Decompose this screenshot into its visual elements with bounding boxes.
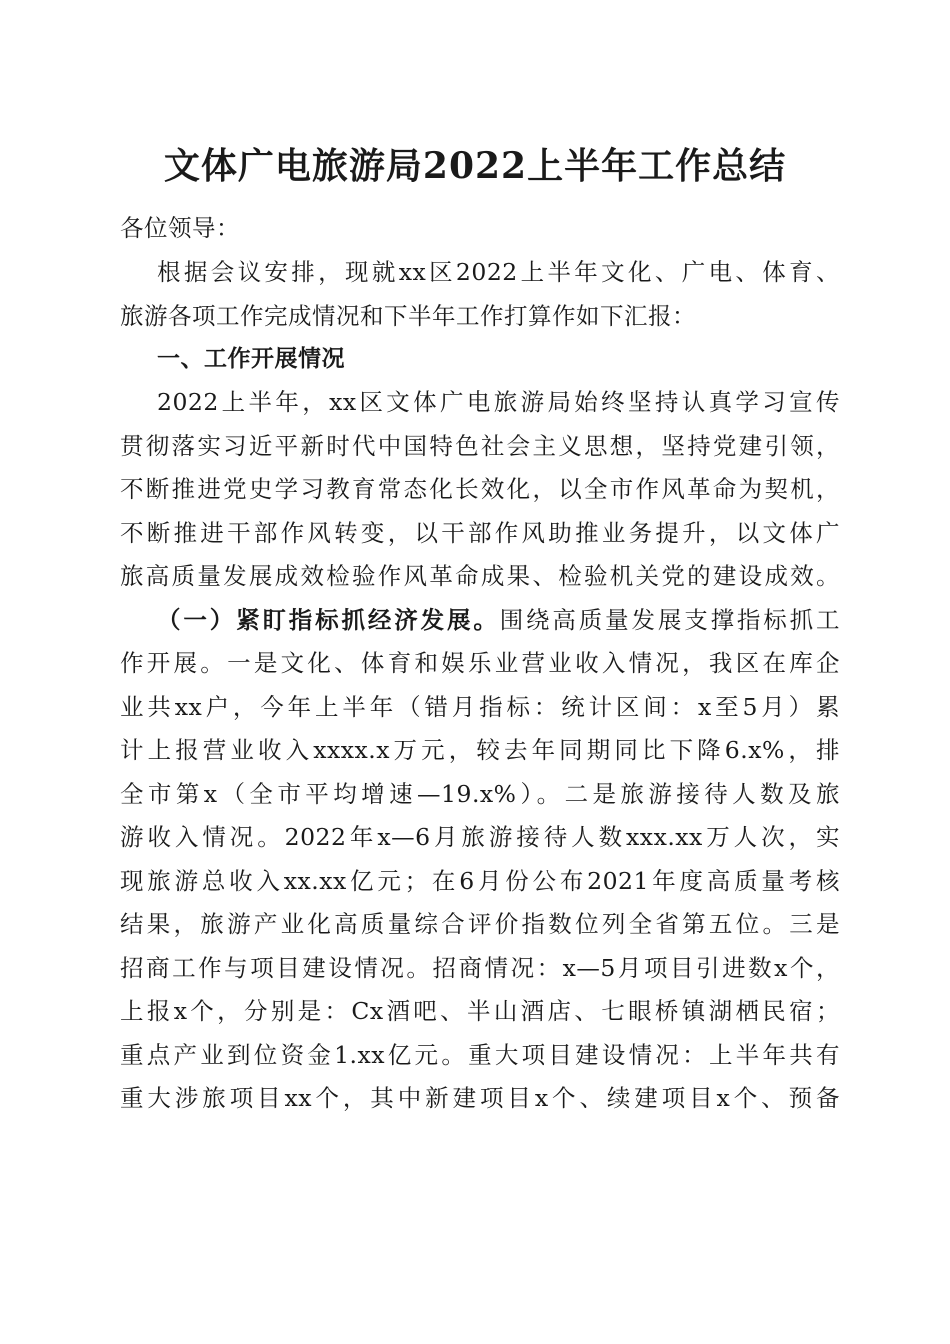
- para1-line-4: 不断推进干部作风转变，以干部作风助推业务提升，以文体广: [120, 519, 840, 547]
- para2-line-2: 作开展。一是文化、体育和娱乐业营业收入情况，我区在库企: [120, 649, 840, 677]
- para2-line-11: 重点产业到位资金1.xx亿元。重大项目建设情况：上半年共有: [120, 1041, 840, 1069]
- intro-line-2: 旅游各项工作完成情况和下半年工作打算作如下汇报：: [120, 302, 696, 330]
- para2-line-7: 现旅游总收入xx.xx亿元；在6月份公布2021年度高质量考核: [120, 867, 840, 895]
- document-title: 文体广电旅游局2022上半年工作总结: [163, 145, 787, 187]
- para1-line-2: 贯彻落实习近平新时代中国特色社会主义思想，坚持党建引领，: [120, 432, 840, 460]
- para2-line-9: 招商工作与项目建设情况。招商情况：x—5月项目引进数x个，: [120, 954, 840, 982]
- para2-line-5: 全市第x（全市平均增速—19.x%）。二是旅游接待人数及旅: [120, 780, 840, 808]
- para2-line-6: 游收入情况。2022年x—6月旅游接待人数xxx.xx万人次，实: [120, 823, 840, 851]
- salutation: 各位领导：: [120, 214, 240, 242]
- intro-line-1: 根据会议安排，现就xx区2022上半年文化、广电、体育、: [157, 258, 840, 286]
- para2-lead-rest: 围绕高质量发展支撑指标抓工: [499, 606, 841, 634]
- para1-line-5: 旅高质量发展成效检验作风革命成果、检验机关党的建设成效。: [120, 562, 840, 590]
- para2-line-1: [157, 605, 840, 635]
- para2-line-12: 重大涉旅项目xx个，其中新建项目x个、续建项目x个、预备: [120, 1084, 840, 1112]
- para2-line-8: 结果，旅游产业化高质量综合评价指数位列全省第五位。三是: [120, 910, 840, 938]
- para2-lead-bold: （一）紧盯指标抓经济发展。: [157, 606, 500, 634]
- para2-line-4: 计上报营业收入xxxx.x万元，较去年同期同比下降6.x%，排: [120, 736, 840, 764]
- para1-line-1: 2022上半年，xx区文体广电旅游局始终坚持认真学习宣传: [157, 388, 840, 416]
- para2-line-3: 业共xx户，今年上半年（错月指标：统计区间：x至5月）累: [120, 693, 840, 721]
- para2-line-10: 上报x个，分别是：Cx酒吧、半山酒店、七眼桥镇湖栖民宿；: [120, 997, 840, 1025]
- para1-line-3: 不断推进党史学习教育常态化长效化，以全市作风革命为契机，: [120, 475, 840, 503]
- section-heading: 一、工作开展情况: [157, 346, 345, 372]
